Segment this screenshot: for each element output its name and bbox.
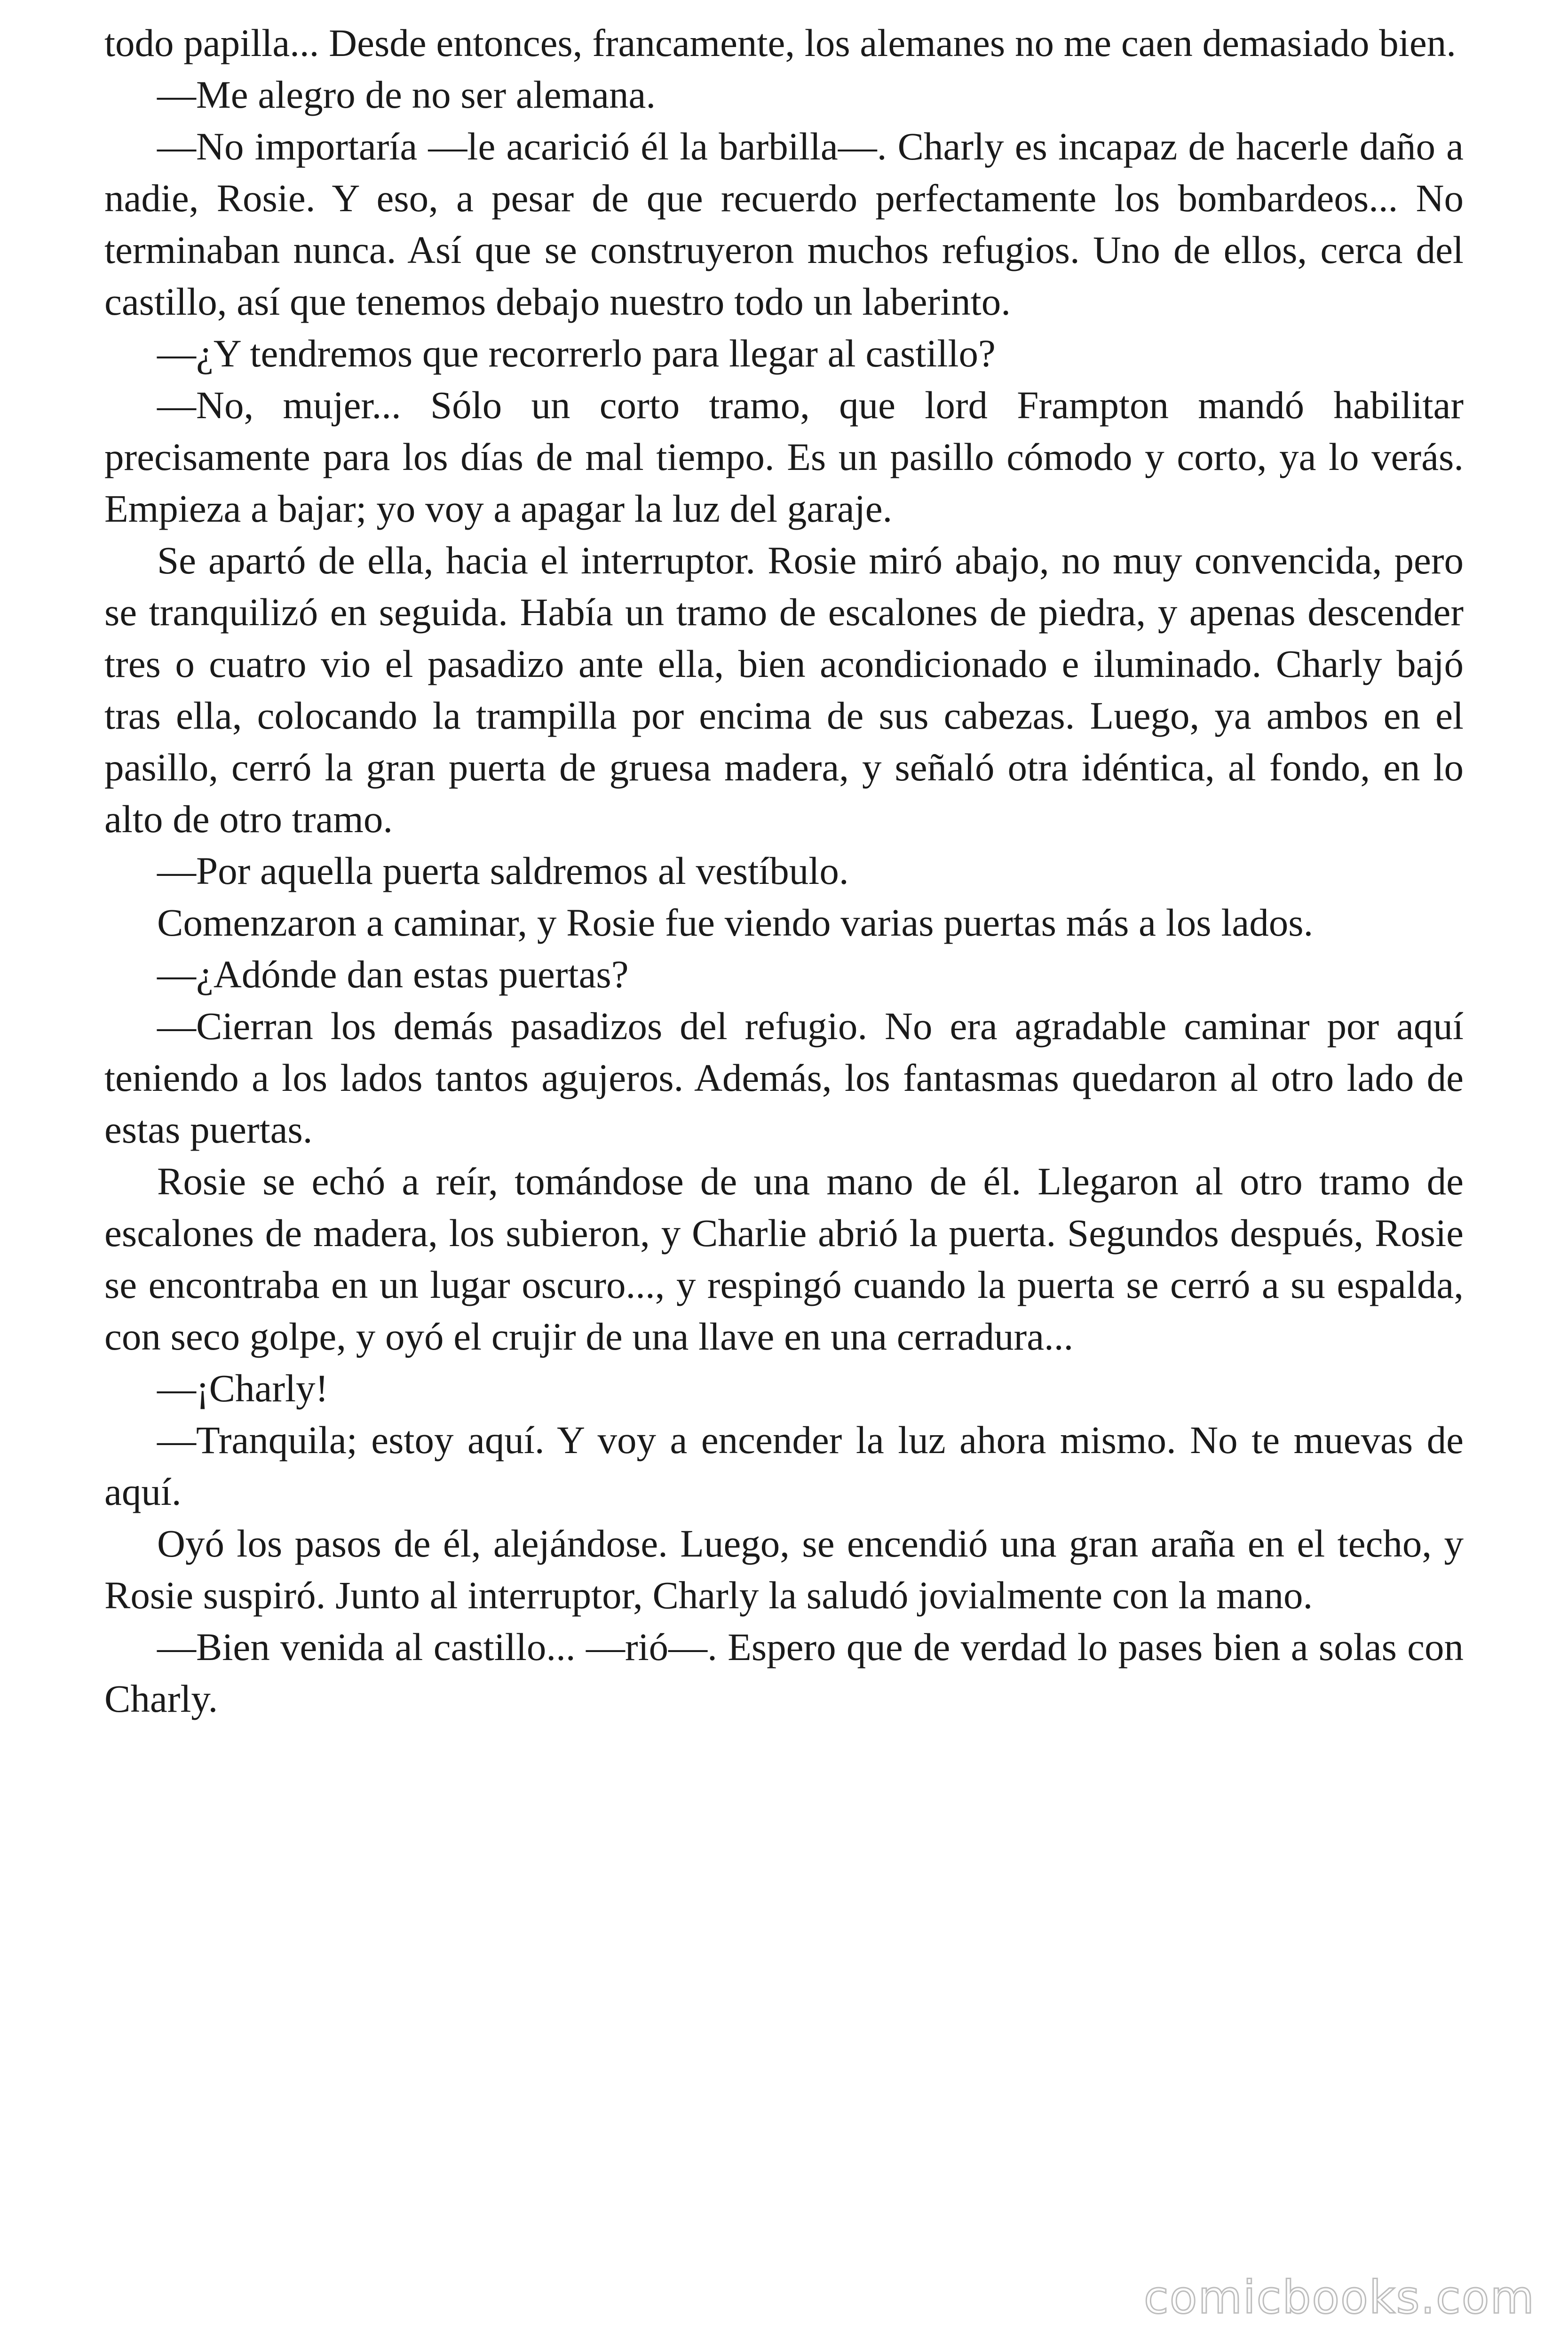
paragraph: Comenzaron a caminar, y Rosie fue viendo varias puertas más a los lados.	[157, 901, 1314, 944]
paragraph: —¡Charly!	[157, 1367, 329, 1410]
paragraph: —Me alegro de no ser alemana.	[157, 73, 656, 116]
paragraph: Rosie se echó a reír, tomándose de una mano de él. Llegaron al otro tramo de escalones de madera, los subieron, y Charlie abrió la puerta. Segundos después, Rosie se encontraba en un lugar oscuro..., y respingó cuando la puerta se cerró a su espalda, con seco golpe, y oyó el crujir de una llave en una cerradura...	[104, 1160, 1464, 1358]
paragraph: Se apartó de ella, hacia el interruptor. Rosie miró abajo, no muy convencida, pero se tranquilizó en seguida. Había un tramo de escalones de piedra, y apenas descender tres o cuatro vio el pasadizo ante ella, bien acondicionado e iluminado. Charly bajó tras ella, colocando la trampilla por encima de sus cabezas. Luego, ya ambos en el pasillo, cerró la gran puerta de gruesa madera, y señaló otra idéntica, al fondo, en lo alto de otro tramo.	[104, 539, 1464, 841]
paragraph: —Por aquella puerta saldremos al vestíbulo.	[157, 849, 849, 892]
paragraph: —¿Adónde dan estas puertas?	[157, 953, 629, 996]
paragraph: —¿Y tendremos que recorrerlo para llegar al castillo?	[157, 332, 996, 375]
paragraph: —Bien venida al castillo... —rió—. Espero que de verdad lo pases bien a solas con Charly.	[104, 1625, 1464, 1720]
paragraph: Oyó los pasos de él, alejándose. Luego, se encendió una gran araña en el techo, y Rosie suspiró. Junto al interruptor, Charly la saludó jovialmente con la mano.	[104, 1522, 1464, 1617]
body-text	[104, 17, 1464, 1724]
paragraph: —Cierran los demás pasadizos del refugio. No era agradable caminar por aquí teniendo a los lados tantos agujeros. Además, los fantasmas quedaron al otro lado de estas puertas.	[104, 1004, 1464, 1151]
paragraph: todo papilla... Desde entonces, francamente, los alemanes no me caen demasiado bien.	[104, 21, 1456, 64]
watermark: comicbooks.com	[1143, 2271, 1535, 2324]
paragraph: —Tranquila; estoy aquí. Y voy a encender la luz ahora mismo. No te muevas de aquí.	[104, 1418, 1464, 1513]
paragraph: —No, mujer... Sólo un corto tramo, que lord Frampton mandó habilitar precisamente para los días de mal tiempo. Es un pasillo cómodo y corto, ya lo verás. Empieza a bajar; yo voy a apagar la luz del garaje.	[104, 383, 1464, 530]
paragraph: —No importaría —le acarició él la barbilla—. Charly es incapaz de hacerle daño a nadie, Rosie. Y eso, a pesar de que recuerdo perfectamente los bombardeos... No terminaban nunca. Así que se construyeron muchos refugios. Uno de ellos, cerca del castillo, así que tenemos debajo nuestro todo un laberinto.	[104, 125, 1464, 323]
